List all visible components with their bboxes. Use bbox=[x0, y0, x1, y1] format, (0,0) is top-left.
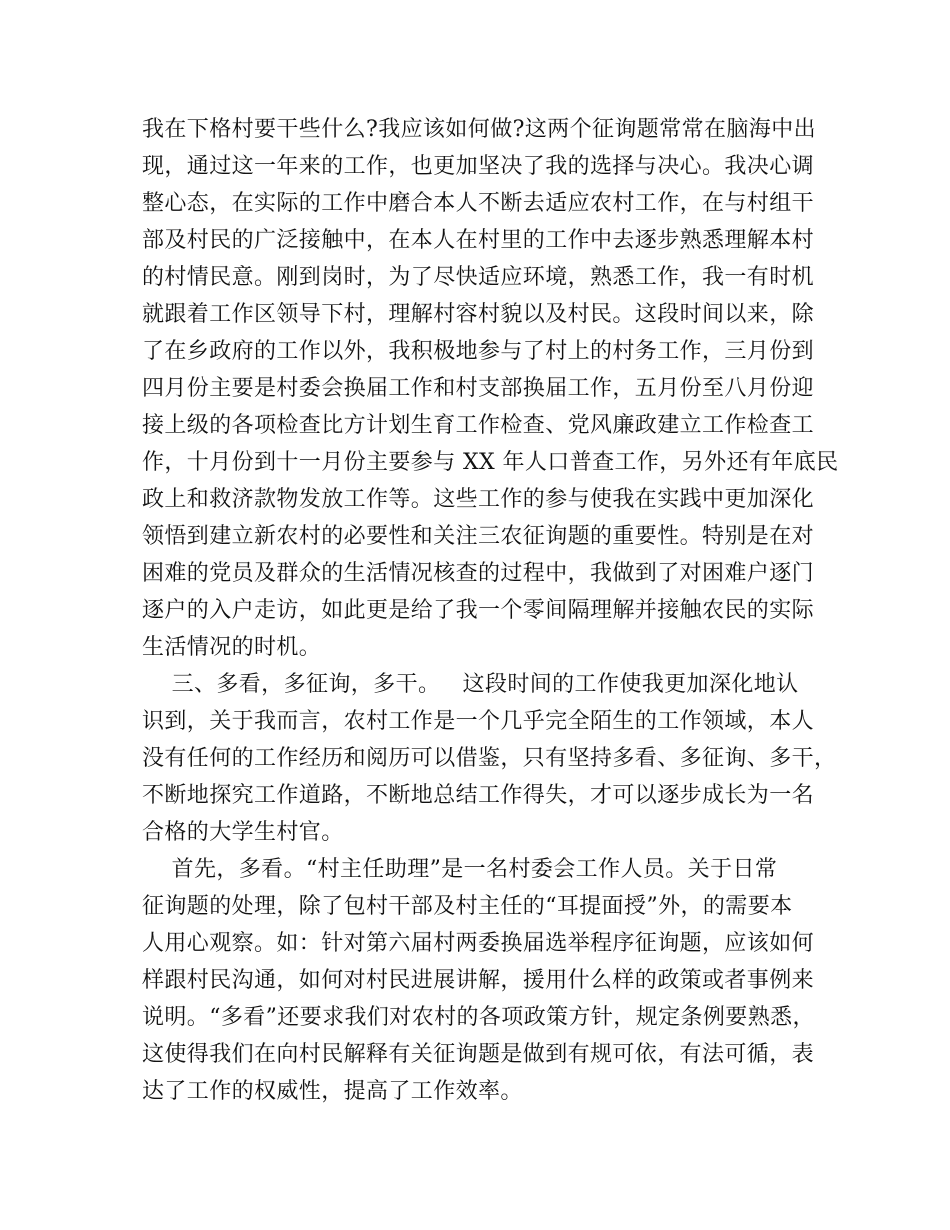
text-line: 说明。“多看”还要求我们对农村的各项政策方针，规定条例要熟悉， bbox=[142, 1005, 815, 1030]
body-text bbox=[142, 111, 839, 1110]
text-line: 没有任何的工作经历和阅历可以借鉴，只有坚持多看、多征询、多干， bbox=[142, 746, 837, 771]
text-line: 我在下格村要干些什么?我应该如何做?这两个征询题常常在脑海中出 bbox=[142, 117, 816, 142]
text-line: 部及村民的广泛接触中，在本人在村里的工作中去逐步熟悉理解本村 bbox=[142, 228, 815, 253]
text-line: 样跟村民沟通，如何对村民进展讲解，援用什么样的政策或者事例来 bbox=[142, 968, 815, 993]
text-line: 四月份主要是村委会换届工作和村支部换届工作，五月份至八月份迎 bbox=[142, 376, 815, 401]
text-line: 逐户的入户走访，如此更是给了我一个零间隔理解并接触农民的实际 bbox=[142, 598, 815, 623]
text-line: 整心态，在实际的工作中磨合本人不断去适应农村工作，在与村组干 bbox=[142, 191, 815, 216]
text-line: 人用心观察。如：针对第六届村两委换届选举程序征询题，应该如何 bbox=[142, 931, 815, 956]
text-line: 接上级的各项检查比方计划生育工作检查、党风廉政建立工作检查工 bbox=[142, 413, 815, 438]
text-line: 领悟到建立新农村的必要性和关注三农征询题的重要性。特别是在对 bbox=[142, 524, 815, 549]
text-line: 识到，关于我而言，农村工作是一个几乎完全陌生的工作领域，本人 bbox=[142, 709, 815, 734]
text-line: 现，通过这一年来的工作，也更加坚决了我的选择与决心。我决心调 bbox=[142, 154, 815, 179]
text-line: 了在乡政府的工作以外，我积极地参与了村上的村务工作，三月份到 bbox=[142, 339, 815, 364]
text-line: 不断地探究工作道路，不断地总结工作得失，才可以逐步成长为一名 bbox=[142, 783, 815, 808]
text-line: 生活情况的时机。 bbox=[142, 635, 322, 660]
section-heading-line: 三、多看，多征询，多干。 这段时间的工作使我更加深化地认 bbox=[142, 672, 799, 697]
text-line: 政上和救济款物发放工作等。这些工作的参与使我在实践中更加深化 bbox=[142, 487, 815, 512]
text-line: 的村情民意。刚到岗时，为了尽快适应环境，熟悉工作，我一有时机 bbox=[142, 265, 815, 290]
text-line: 就跟着工作区领导下村，理解村容村貌以及村民。这段时间以来，除 bbox=[142, 302, 815, 327]
text-line: 困难的党员及群众的生活情况核查的过程中，我做到了对困难户逐门 bbox=[142, 561, 815, 586]
text-line: 征询题的处理，除了包村干部及村主任的“耳提面授”外，的需要本 bbox=[142, 894, 793, 919]
text-line: 达了工作的权威性，提高了工作效率。 bbox=[142, 1079, 523, 1104]
paragraph-start-line: 首先，多看。“村主任助理”是一名村委会工作人员。关于日常 bbox=[142, 857, 778, 882]
text-line: 合格的大学生村官。 bbox=[142, 820, 344, 845]
text-line: 作，十月份到十一月份主要参与 XX 年人口普查工作，另外还有年底民 bbox=[142, 450, 839, 475]
text-line: 这使得我们在向村民解释有关征询题是做到有规可依，有法可循，表 bbox=[142, 1042, 815, 1067]
